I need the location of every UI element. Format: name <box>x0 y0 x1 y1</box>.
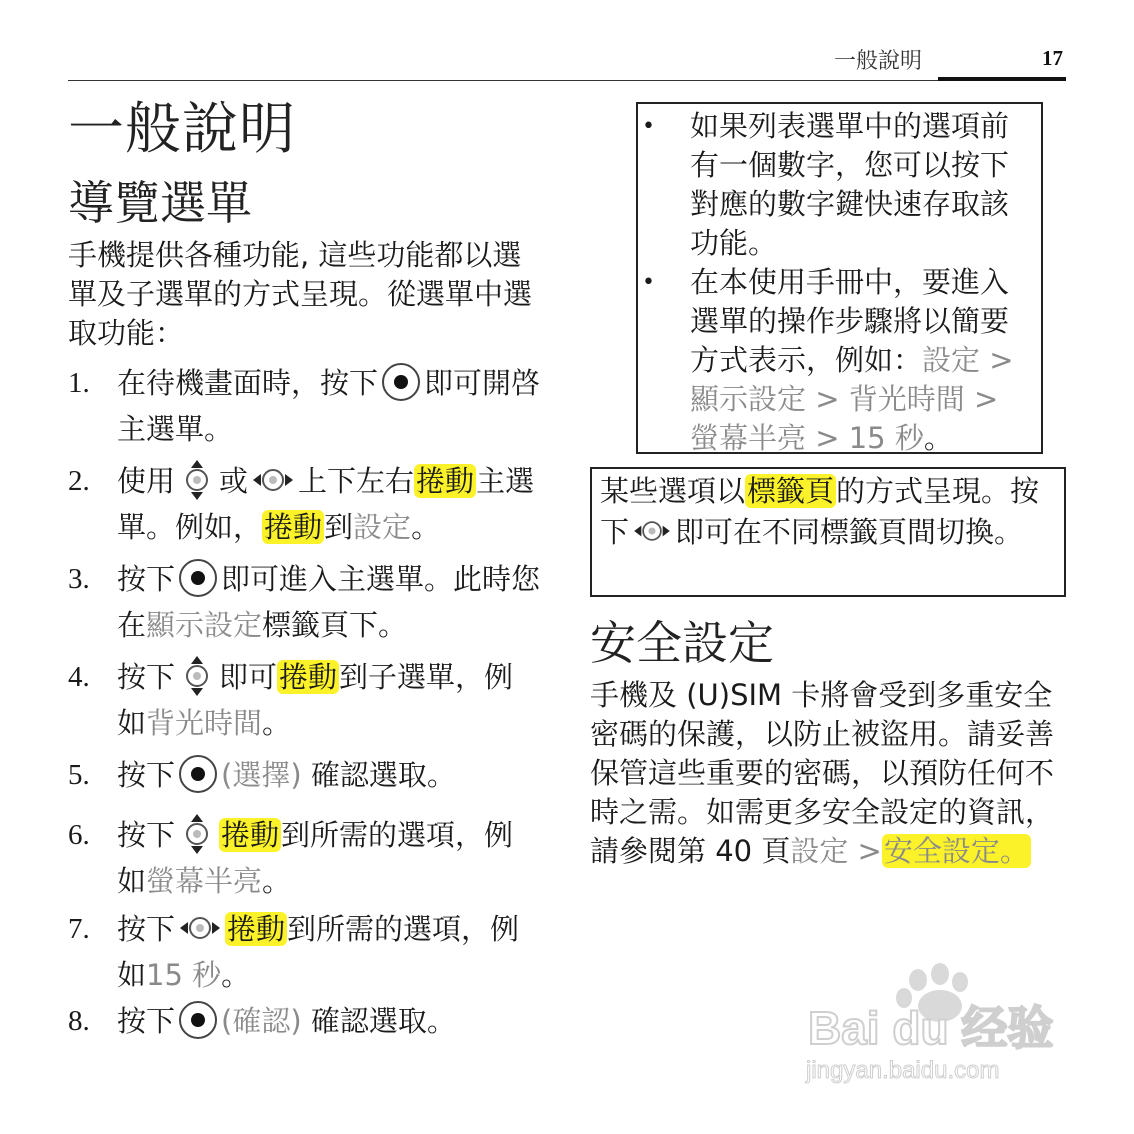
center-select-key-icon <box>179 1001 217 1039</box>
softkey-label: (選擇) <box>221 758 302 792</box>
step-text: 到子選單，例如 <box>117 660 514 740</box>
bullet-icon: • <box>642 270 655 295</box>
tips-box <box>636 102 1043 454</box>
highlight-scroll: 捲動 <box>221 818 280 852</box>
highlight-tab: 標籤頁 <box>747 474 835 508</box>
watermark-brand: Bai du 经验 <box>808 1002 1054 1054</box>
baidu-jingyan-watermark <box>800 960 1070 1090</box>
menu-path-text: 設定 <box>353 510 412 544</box>
step-number: 8. <box>68 1005 90 1037</box>
step-text: 。 <box>221 958 251 992</box>
tip-text: 如果列表選單中的選項前有一個數字，您可以按下對應的數字鍵快速存取該功能。 <box>690 109 1010 260</box>
step-text: 按下 <box>117 912 176 946</box>
menu-path-text: 15 秒 <box>146 958 222 992</box>
page-title: 一般說明 <box>68 97 296 162</box>
step-text: 。 <box>262 864 292 898</box>
watermark-url: jingyan.baidu.com <box>806 1057 1000 1084</box>
page-number: 17 <box>1042 46 1063 70</box>
step-text: 到所需的選項，例如 <box>117 818 514 898</box>
bullet-icon: • <box>642 114 655 139</box>
step-number: 7. <box>68 913 90 945</box>
menu-path-example: 設定 > 顯示設定 > 背光時間 > 螢幕半亮 > 15 秒 <box>690 343 1014 455</box>
step-text: 到所需的選項，例如 <box>117 912 520 992</box>
header-rule <box>68 80 1066 81</box>
step-text: 按下 <box>117 562 176 596</box>
tip-text <box>690 263 1030 458</box>
section-heading-security: 安全設定 <box>590 616 774 670</box>
up-down-nav-key-icon <box>179 655 215 697</box>
note-text: 即可在不同標籤頁間切換。 <box>675 515 1024 549</box>
step-text: 在待機畫面時，按下 <box>117 366 379 400</box>
step-text: 按下 <box>117 758 176 792</box>
step-text: 確認選取。 <box>310 758 456 792</box>
intro-paragraph: 手機提供各種功能, 這些功能都以選單及子選單的方式呈現。從選單中選取功能： <box>68 238 533 350</box>
section-heading-navigation: 導覽選單 <box>68 176 252 230</box>
up-down-nav-key-icon <box>179 459 215 501</box>
step-number: 6. <box>68 819 90 851</box>
tip-text-end: 。 <box>923 421 953 455</box>
step-text: 。 <box>262 706 292 740</box>
menu-path-text: 背光時間 <box>146 706 263 740</box>
security-paragraph <box>590 676 1060 871</box>
center-select-key-icon <box>179 559 217 597</box>
step-text: 即可開啓主選單。 <box>117 366 541 446</box>
left-right-nav-key-icon <box>252 462 294 498</box>
highlight-scroll: 捲動 <box>264 510 323 544</box>
center-select-key-icon <box>382 363 420 401</box>
softkey-label: (確認) <box>221 1004 302 1038</box>
step-text: 主選單。例如， <box>117 464 535 544</box>
step-text: 或 <box>219 464 249 498</box>
tip-text-main: 在本使用手冊中，要進入選單的操作步驟將以簡要方式表示，例如： <box>690 265 1010 377</box>
note-text: 某些選項以 <box>600 474 746 508</box>
step-number: 4. <box>68 661 90 693</box>
menu-path-text: 設定 > <box>790 834 882 868</box>
menu-path-text: 顯示設定 <box>146 608 263 642</box>
step-text: 即可進入主選單。此時您在 <box>117 562 541 642</box>
step-text: 。 <box>411 510 441 544</box>
running-header-title: 一般說明 <box>834 49 923 74</box>
security-text: 手機及 (U)SIM 卡將會受到多重安全密碼的保護，以防止被盜用。請妥善保管這些重要的密碼，以預防任何不時之需。如需更多安全設定的資訊，請參閱第 40 頁 <box>590 678 1055 868</box>
note-text: 的方式呈現。按下 <box>600 474 1040 549</box>
highlight-scroll: 捲動 <box>279 660 338 694</box>
step-number: 2. <box>68 465 90 497</box>
step-text: 上下左右 <box>298 464 415 498</box>
step-number: 5. <box>68 759 90 791</box>
highlight-scroll: 捲動 <box>227 912 286 946</box>
header-rule-accent <box>938 77 1066 81</box>
step-text: 按下 <box>117 818 176 852</box>
up-down-nav-key-icon <box>179 813 215 855</box>
tab-note-box <box>590 467 1066 597</box>
left-right-nav-key-icon <box>633 515 671 547</box>
highlight-scroll: 捲動 <box>416 464 475 498</box>
step-text: 到 <box>324 510 354 544</box>
step-text: 確認選取。 <box>310 1004 456 1038</box>
step-text: 按下 <box>117 1004 176 1038</box>
center-select-key-icon <box>179 755 217 793</box>
menu-path-text: 螢幕半亮 <box>146 864 263 898</box>
step-number: 3. <box>68 563 90 595</box>
step-number: 1. <box>68 367 90 399</box>
step-text: 使用 <box>117 464 176 498</box>
step-text: 即可 <box>219 660 278 694</box>
step-text: 按下 <box>117 660 176 694</box>
step-text: 標籤頁下。 <box>262 608 408 642</box>
highlight-security-settings: 安全設定。 <box>883 834 1029 868</box>
left-right-nav-key-icon <box>179 910 221 946</box>
